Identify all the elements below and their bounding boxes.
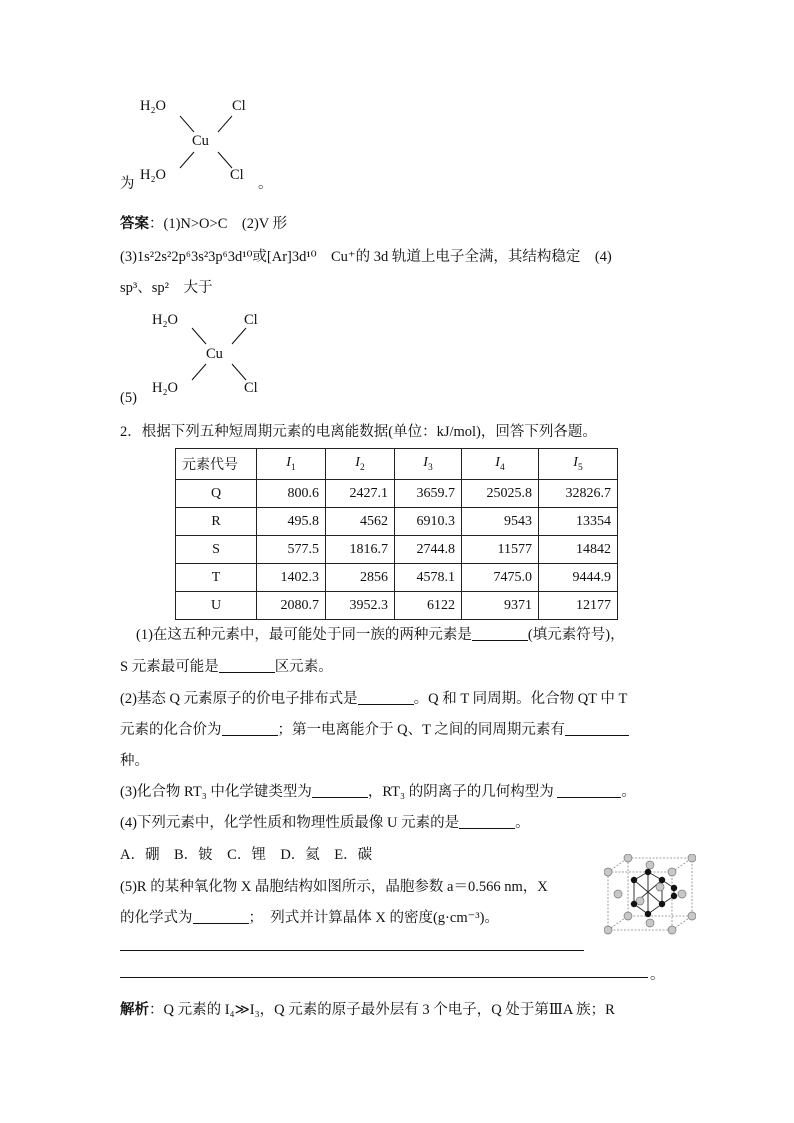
table-cell: Q: [176, 480, 257, 508]
analysis-line: [120, 998, 615, 1019]
subq-3-line: [120, 780, 636, 801]
table-header-cell: $I_4$: [462, 449, 539, 480]
table-cell: 577.5: [257, 536, 326, 564]
complex-2-cl-bottom: Cl: [244, 380, 258, 396]
answer-label: 答案: [120, 216, 149, 232]
answer-blank-line[interactable]: [120, 977, 648, 978]
subq-1-text: (填元素符号)，: [527, 627, 625, 643]
table-cell: T: [176, 564, 257, 592]
table-header-cell: 元素代号: [176, 449, 257, 480]
subq-1-text: (1)在这五种元素中，最可能处于同一族的两种元素是: [136, 627, 472, 643]
subq-5-end: 。: [650, 967, 665, 983]
table-cell: R: [176, 508, 257, 536]
subq-2-line-2: [120, 718, 629, 739]
table-cell: 2427.1: [326, 480, 395, 508]
table-cell: 11577: [462, 536, 539, 564]
subq-2-line-3: 种。: [120, 753, 149, 769]
table-cell: 1402.3: [257, 564, 326, 592]
table-cell: 4578.1: [395, 564, 462, 592]
subq-1-text: S 元素最可能是: [120, 659, 219, 675]
table-cell: 2080.7: [257, 592, 326, 620]
table-cell: 14842: [539, 536, 618, 564]
table-cell: 32826.7: [539, 480, 618, 508]
subq-2-line-1: [120, 687, 627, 708]
complex-1-cu: Cu: [192, 133, 209, 149]
subq-1-line-2: [120, 655, 333, 676]
table-header-cell: $I_3$: [395, 449, 462, 480]
table-cell: 9543: [462, 508, 539, 536]
subq-4-text: 。: [515, 815, 530, 831]
table-cell: 495.8: [257, 508, 326, 536]
table-cell: 13354: [539, 508, 618, 536]
structure-complex-2: [118, 310, 278, 406]
table-row: [176, 592, 618, 620]
table-header-cell: $I_2$: [326, 449, 395, 480]
answer-blank-line[interactable]: [120, 950, 584, 951]
answer-line-3: sp³、sp² 大于: [120, 280, 213, 296]
table-cell: 3659.7: [395, 480, 462, 508]
table-row: [176, 480, 618, 508]
table-cell: 9444.9: [539, 564, 618, 592]
answer-blank[interactable]: [472, 639, 528, 641]
complex-2-cu: Cu: [206, 346, 223, 362]
answer-blank[interactable]: [222, 734, 278, 736]
answer-item-5: (5): [120, 390, 137, 406]
answer-1-2: ：(1)N>O>C (2)V 形: [149, 216, 288, 232]
answer-line-2: (3)1s²2s²2p⁶3s²3p⁶3d¹⁰或[Ar]3d¹⁰ Cu⁺的 3d 轨道上电子全满，其结构稳定 (4): [120, 249, 612, 265]
subq-5-text: 的化学式为: [120, 910, 193, 926]
analysis-text: ：Q 元素的 I₄≫I₃，Q 元素的原子最外层有 3 个电子，Q 处于第ⅢA 族；R: [149, 1002, 615, 1018]
complex-2-cl-top: Cl: [244, 312, 258, 328]
table-cell: 6122: [395, 592, 462, 620]
subq-4-text: (4)下列元素中，化学性质和物理性质最像 U 元素的是: [120, 815, 460, 831]
subq-5-line-2: [120, 906, 499, 927]
table-cell: 9371: [462, 592, 539, 620]
answer-blank[interactable]: [312, 796, 368, 798]
table-cell: 2856: [326, 564, 395, 592]
subq-2-text: (2)基态 Q 元素原子的价电子排布式是: [120, 691, 358, 707]
answer-blank[interactable]: [565, 734, 629, 736]
table-header-cell: $I_5$: [539, 449, 618, 480]
question-2-stem: 2．根据下列五种短周期元素的电离能数据(单位：kJ/mol)，回答下列各题。: [120, 424, 597, 440]
table-cell: 1816.7: [326, 536, 395, 564]
subq-4-line: [120, 811, 530, 832]
subq-3-text: 。: [621, 784, 636, 800]
table-header-cell: $I_1$: [257, 449, 326, 480]
complex-2-h2o-bottom: H₂O: [152, 380, 178, 396]
answer-blank[interactable]: [219, 671, 275, 673]
analysis-label: 解析: [120, 1002, 149, 1018]
table-cell: 800.6: [257, 480, 326, 508]
table-row: [176, 536, 618, 564]
answer-blank[interactable]: [557, 796, 621, 798]
subq-3-text: (3)化合物 RT₃ 中化学键类型为: [120, 784, 312, 800]
complex-2-h2o-top: H₂O: [152, 312, 178, 328]
subq-3-text: ，RT₃ 的阴离子的几何构型为: [367, 784, 554, 800]
crystal-cell-figure: [604, 854, 696, 936]
table-cell: 2744.8: [395, 536, 462, 564]
subq-4-options: A．硼 B．铍 C．锂 D．氦 E．碳: [120, 847, 373, 863]
table-cell: 7475.0: [462, 564, 539, 592]
subq-5-line-1: (5)R 的某种氧化物 X 晶胞结构如图所示，晶胞参数 a＝0.566 nm，X: [120, 879, 548, 895]
table-row: [176, 508, 618, 536]
complex-1-cl-top: Cl: [232, 98, 246, 114]
subq-2-text: ；第一电离能介于 Q、T 之间的同周期元素有: [277, 722, 565, 738]
table-cell: 6910.3: [395, 508, 462, 536]
subq-5-text: ； 列式并计算晶体 X 的密度(g·cm⁻³)。: [248, 910, 499, 926]
subq-2-text: 元素的化合价为: [120, 722, 222, 738]
complex-1-cl-bottom: Cl: [230, 167, 244, 183]
ionization-energy-table: [175, 448, 618, 620]
table-cell: 25025.8: [462, 480, 539, 508]
table-header-row: [176, 449, 618, 480]
complex-1-h2o-top: H₂O: [140, 98, 166, 114]
complex-1-suffix: 。: [258, 176, 273, 192]
structure-complex-1: [118, 98, 273, 192]
table-cell: 4562: [326, 508, 395, 536]
table-row: [176, 564, 618, 592]
table-cell: 12177: [539, 592, 618, 620]
complex-1-prefix: 为: [120, 176, 135, 192]
subq-1-text: 区元素。: [274, 659, 333, 675]
answer-blank[interactable]: [193, 922, 249, 924]
table-cell: 3952.3: [326, 592, 395, 620]
subq-1-line-1: [136, 623, 625, 644]
answer-blank[interactable]: [459, 827, 515, 829]
table-cell: S: [176, 536, 257, 564]
complex-1-h2o-bottom: H₂O: [140, 167, 166, 183]
answer-blank[interactable]: [358, 703, 414, 705]
table-cell: U: [176, 592, 257, 620]
answer-line-1: [120, 212, 287, 233]
subq-2-text: 。Q 和 T 同周期。化合物 QT 中 T: [413, 691, 628, 707]
